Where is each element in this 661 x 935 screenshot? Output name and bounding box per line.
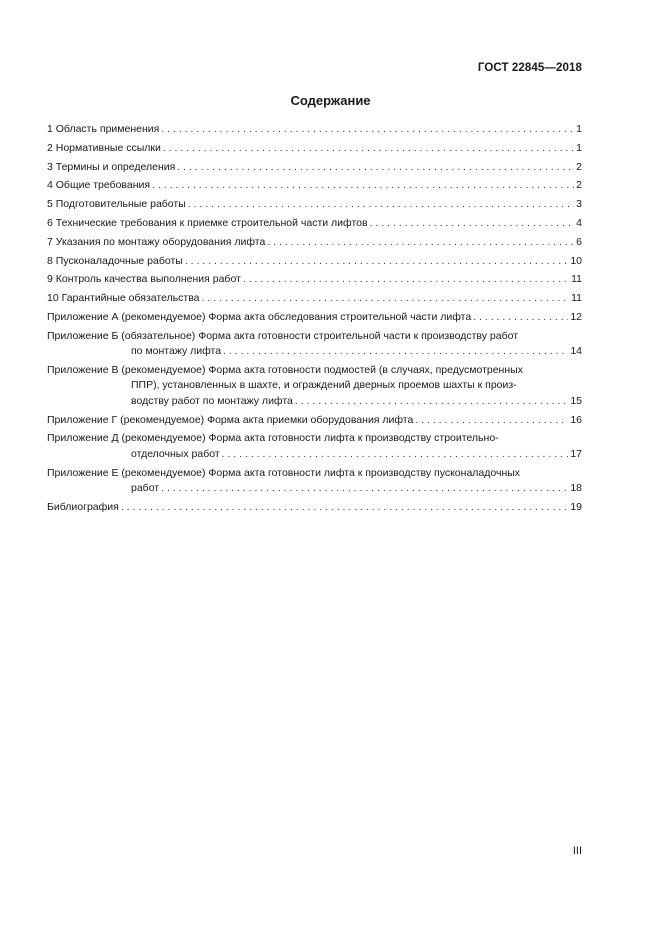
toc-entry-line: [47, 363, 582, 379]
toc-entry-text: Приложение Д (рекомендуемое) Форма акта готовности лифта к производству строительно-: [47, 432, 499, 445]
toc-entry[interactable]: [47, 254, 582, 273]
toc-dot-leader: [185, 254, 569, 270]
toc-entry[interactable]: [47, 216, 582, 235]
toc-entry[interactable]: [47, 363, 582, 410]
toc-dot-leader: [222, 447, 569, 463]
toc-entry-text: ППР), установленных в шахте, и ограждений дверных проемов шахты к произ-: [131, 379, 517, 392]
toc-entry-text: 9 Контроль качества выполнения работ: [47, 273, 241, 286]
toc-entry[interactable]: [47, 235, 582, 254]
toc-entry-text: 5 Подготовительные работы: [47, 198, 186, 211]
toc-entry-page-number: 16: [570, 413, 582, 426]
toc-entry-line: [47, 141, 582, 157]
toc-entry-continuation-line: [47, 378, 582, 394]
toc-entry-text: Приложение А (рекомендуемое) Форма акта обследования строительной части лифта: [47, 310, 472, 323]
toc-entry-text: Приложение Е (рекомендуемое) Форма акта готовности лифта к производству пусконаладочных: [47, 466, 521, 479]
page-title: Содержание: [290, 93, 371, 108]
toc-dot-leader: [152, 178, 574, 194]
toc-entry-text: 1 Область применения: [47, 123, 160, 135]
toc-entry-text: по монтажу лифта: [131, 345, 222, 358]
toc-dot-leader: [121, 500, 568, 516]
toc-entry-line: [47, 500, 582, 516]
toc-dot-leader: [177, 160, 574, 176]
toc-entry-line: [47, 310, 582, 326]
toc-entry[interactable]: [47, 329, 582, 360]
toc-entry-page-number: 3: [576, 198, 582, 211]
toc-entry-page-number: 19: [570, 500, 582, 513]
toc-entry[interactable]: [47, 178, 582, 197]
toc-dot-leader: [223, 344, 568, 360]
toc-entry-text: Приложение В (рекомендуемое) Форма акта готовности подмостей (в случаях, предусмотренных: [47, 363, 523, 376]
toc-entry-line: [47, 160, 582, 176]
toc-entry-continuation-line: [47, 481, 582, 497]
toc-entry[interactable]: [47, 466, 582, 497]
toc-entry-text: 6 Технические требования к приемке строительной части лифтов: [47, 216, 368, 229]
toc-entry-text: Библиография: [47, 500, 119, 513]
toc-entry-page-number: 10: [570, 254, 582, 267]
toc-dot-leader: [243, 272, 569, 288]
toc-entry-text: 8 Пусконаладочные работы: [47, 254, 183, 267]
toc-entry-text: 3 Термины и определения: [47, 160, 176, 173]
toc-dot-leader: [161, 481, 568, 497]
toc-entry-text: 2 Нормативные ссылки: [47, 141, 161, 154]
toc-entry-line: [47, 413, 582, 429]
toc-dot-leader: [188, 197, 574, 213]
toc-entry-text: 4 Общие требования: [47, 179, 151, 192]
toc-entry[interactable]: [47, 413, 582, 432]
toc-entry-continuation-line: [47, 394, 582, 410]
document-id-header: ГОСТ 22845—2018: [477, 62, 582, 74]
toc-entry-page-number: 12: [570, 310, 582, 323]
toc-entry-line: [47, 466, 582, 482]
toc-entry-page-number: 2: [576, 160, 582, 173]
toc-entry-page-number: 11: [571, 292, 582, 305]
page-number: III: [572, 845, 582, 857]
toc-dot-leader: [161, 122, 574, 138]
toc-entry[interactable]: [47, 197, 582, 216]
toc-entry[interactable]: [47, 310, 582, 329]
toc-entry-continuation-line: [47, 447, 582, 463]
toc-dot-leader: [473, 310, 568, 326]
toc-entry[interactable]: [47, 122, 582, 141]
toc-entry-page-number: 15: [570, 394, 582, 407]
toc-dot-leader: [415, 413, 568, 429]
toc-entry-text: Приложение Г (рекомендуемое) Форма акта приемки оборудования лифта: [47, 413, 414, 426]
toc-entry-page-number: 6: [576, 235, 582, 248]
toc-entry-page-number: 1: [576, 141, 582, 154]
toc-entry-line: [47, 272, 582, 288]
toc-dot-leader: [370, 216, 575, 232]
toc-entry[interactable]: [47, 272, 582, 291]
toc-entry-page-number: 17: [570, 447, 582, 460]
toc-entry-text: Приложение Б (обязательное) Форма акта готовности строительной части к производству работ: [47, 329, 519, 342]
toc-entry-line: [47, 122, 582, 138]
toc-entry-line: [47, 254, 582, 270]
toc-entry-text: работ: [131, 482, 160, 495]
toc-entry-page-number: 18: [570, 482, 582, 495]
toc-entry-text: 10 Гарантийные обязательства: [47, 292, 200, 305]
toc-entry[interactable]: [47, 160, 582, 179]
toc-entry[interactable]: [47, 141, 582, 160]
toc-entry-line: [47, 178, 582, 194]
toc-entry-line: [47, 235, 582, 251]
toc-dot-leader: [295, 394, 568, 410]
toc-entry-line: [47, 197, 582, 213]
toc-entry-line: [47, 291, 582, 307]
toc-dot-leader: [163, 141, 574, 157]
toc-entry-page-number: 1: [576, 123, 582, 135]
toc-entry[interactable]: [47, 500, 582, 519]
toc-dot-leader: [202, 291, 570, 307]
toc-entry-page-number: 11: [571, 273, 582, 286]
toc-entry-text: водству работ по монтажу лифта: [131, 394, 293, 407]
table-of-contents: [47, 122, 582, 519]
toc-entry-page-number: 2: [576, 179, 582, 192]
toc-entry-line: [47, 216, 582, 232]
toc-entry-continuation-line: [47, 344, 582, 360]
toc-entry-line: [47, 431, 582, 447]
toc-entry-page-number: 14: [570, 345, 582, 358]
toc-entry[interactable]: [47, 291, 582, 310]
toc-entry-page-number: 4: [576, 216, 582, 229]
toc-entry-text: отделочных работ: [131, 447, 220, 460]
toc-entry-text: 7 Указания по монтажу оборудования лифта: [47, 235, 266, 248]
toc-entry[interactable]: [47, 431, 582, 462]
toc-entry-line: [47, 329, 582, 345]
toc-dot-leader: [267, 235, 574, 251]
